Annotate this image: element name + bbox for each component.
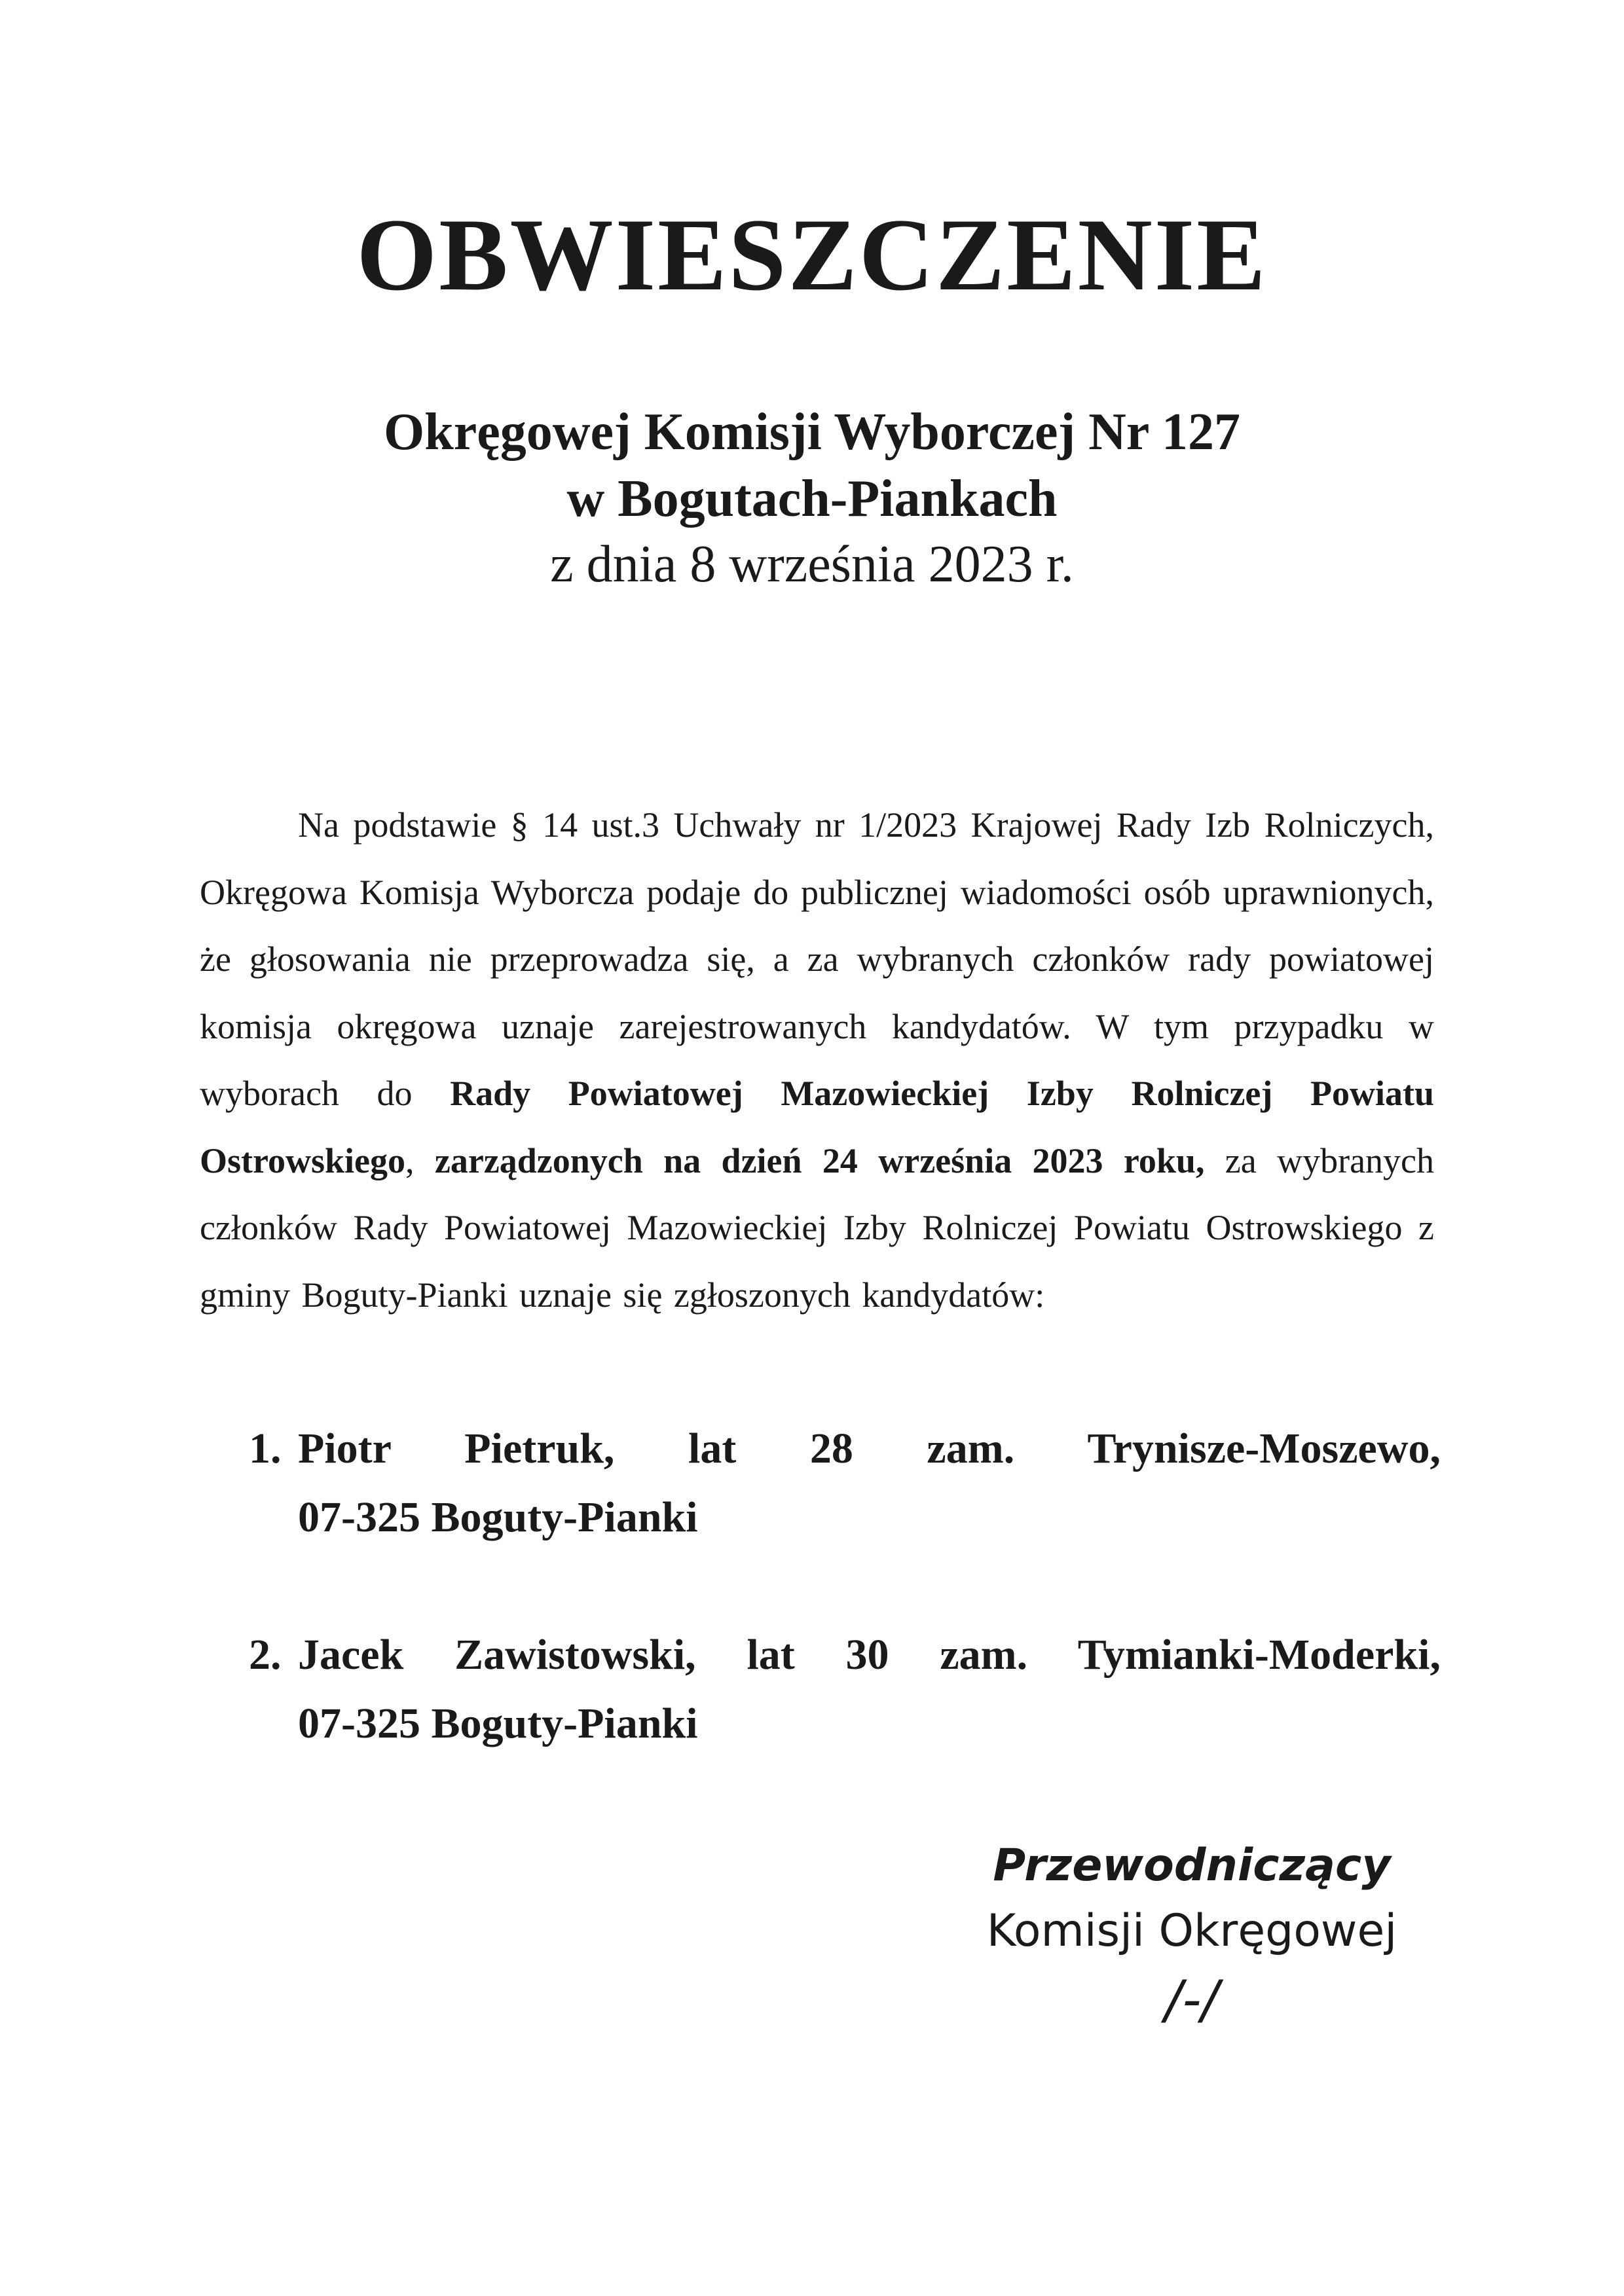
candidate-number: 1. bbox=[249, 1425, 282, 1472]
candidate-details: Piotr Pietruk, lat 28 zam. Trynisze-Moszewo, bbox=[298, 1425, 1441, 1472]
issuer-location: w Bogutach-Piankach bbox=[566, 470, 1058, 528]
document-title: OBWIESZCZENIE bbox=[356, 198, 1268, 312]
body-council-name: Rady Powiatowej Mazowieckiej Izby Rolniczej Powiatu Ostrowskiego bbox=[200, 1074, 1434, 1180]
candidate-number: 2. bbox=[249, 1631, 282, 1679]
candidate-list bbox=[249, 1414, 1441, 1827]
signatory-organ: Komisji Okręgowej bbox=[986, 1905, 1397, 1957]
candidate-address: 07-325 Boguty-Pianki bbox=[298, 1700, 698, 1747]
notice-body bbox=[200, 792, 1434, 1328]
issuer-name: Okręgowej Komisji Wyborczej Nr 127 bbox=[384, 403, 1240, 461]
candidate-address: 07-325 Boguty-Pianki bbox=[298, 1493, 698, 1541]
body-election-date: zarządzonych na dzień 24 września 2023 roku, bbox=[434, 1140, 1205, 1180]
signatory-role: Przewodniczący bbox=[993, 1840, 1391, 1891]
issue-date: z dnia 8 września 2023 r. bbox=[550, 536, 1074, 593]
signature-mark: /-/ bbox=[1164, 1969, 1219, 2030]
list-item bbox=[249, 1414, 1441, 1552]
list-item bbox=[249, 1620, 1441, 1758]
candidate-details: Jacek Zawistowski, lat 30 zam. Tymianki-Moderki, bbox=[298, 1631, 1441, 1679]
body-tail: za wybranych członków Rady Powiatowej Mazowieckiej Izby Rolniczej Powiatu Ostrowskiego z gminy Boguty-Pianki uznaje się zgłoszonych kandydatów: bbox=[200, 1140, 1435, 1315]
body-comma: , bbox=[405, 1140, 435, 1180]
body-intro: Na podstawie § 14 ust.3 Uchwały nr 1/2023 Krajowej Rady Izb Rolniczych, Okręgowa Komisja Wyborcza podaje do publicznej wiadomości osób uprawnionych, że głosowania nie przeprowadza się, a za wybranych członków rady powiatowej komisja okręgowa uznaje zarejestrowanych kandydatów. W tym przypadku w wyborach do bbox=[200, 805, 1434, 1113]
